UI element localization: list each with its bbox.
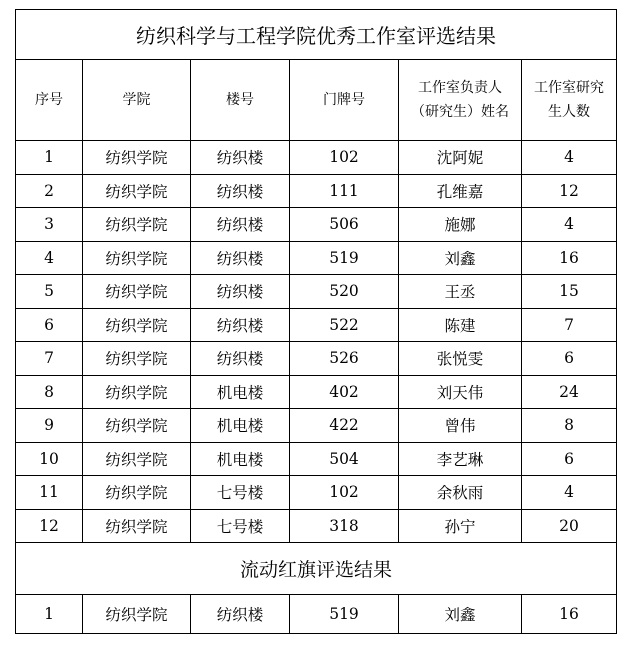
table-row — [16, 342, 617, 376]
cell-room: 102 — [290, 141, 399, 175]
cell-room: 520 — [290, 275, 399, 309]
cell-building: 七号楼 — [191, 509, 290, 543]
cell-no: 11 — [16, 476, 83, 510]
results-table — [15, 9, 617, 634]
cell-leader: 王丞 — [399, 275, 522, 309]
table-title: 纺织科学与工程学院优秀工作室评选结果 — [16, 10, 617, 60]
cell-no: 12 — [16, 509, 83, 543]
table-row — [16, 476, 617, 510]
table-row — [16, 174, 617, 208]
cell-room: 318 — [290, 509, 399, 543]
table-row — [16, 208, 617, 242]
cell-no: 1 — [16, 595, 83, 634]
cell-building: 机电楼 — [191, 409, 290, 443]
cell-count: 12 — [522, 174, 617, 208]
cell-room: 102 — [290, 476, 399, 510]
cell-college: 纺织学院 — [83, 208, 191, 242]
header-leader: 工作室负责人（研究生）姓名 — [399, 60, 522, 141]
cell-leader: 陈建 — [399, 308, 522, 342]
header-no: 序号 — [16, 60, 83, 141]
cell-count: 16 — [522, 595, 617, 634]
table-row — [16, 275, 617, 309]
cell-room: 422 — [290, 409, 399, 443]
cell-no: 1 — [16, 141, 83, 175]
cell-room: 506 — [290, 208, 399, 242]
cell-count: 4 — [522, 476, 617, 510]
cell-college: 纺织学院 — [83, 241, 191, 275]
cell-leader: 张悦雯 — [399, 342, 522, 376]
cell-leader: 施娜 — [399, 208, 522, 242]
cell-count: 16 — [522, 241, 617, 275]
header-count: 工作室研究生人数 — [522, 60, 617, 141]
cell-count: 6 — [522, 342, 617, 376]
cell-count: 4 — [522, 208, 617, 242]
cell-room: 111 — [290, 174, 399, 208]
cell-college: 纺织学院 — [83, 342, 191, 376]
header-row — [16, 60, 617, 141]
cell-college: 纺织学院 — [83, 442, 191, 476]
cell-building: 纺织楼 — [191, 208, 290, 242]
cell-college: 纺织学院 — [83, 409, 191, 443]
flag-section-title: 流动红旗评选结果 — [16, 543, 617, 595]
header-college: 学院 — [83, 60, 191, 141]
cell-college: 纺织学院 — [83, 595, 191, 634]
table-row — [16, 308, 617, 342]
cell-no: 10 — [16, 442, 83, 476]
cell-leader: 刘鑫 — [399, 241, 522, 275]
cell-count: 4 — [522, 141, 617, 175]
cell-college: 纺织学院 — [83, 174, 191, 208]
title-row — [16, 10, 617, 60]
cell-building: 纺织楼 — [191, 141, 290, 175]
cell-leader: 余秋雨 — [399, 476, 522, 510]
flag-table-row — [16, 595, 617, 634]
cell-room: 522 — [290, 308, 399, 342]
section-title-row — [16, 543, 617, 595]
cell-no: 9 — [16, 409, 83, 443]
cell-no: 7 — [16, 342, 83, 376]
cell-leader: 孔维嘉 — [399, 174, 522, 208]
cell-leader: 刘鑫 — [399, 595, 522, 634]
cell-no: 4 — [16, 241, 83, 275]
cell-leader: 孙宁 — [399, 509, 522, 543]
cell-no: 2 — [16, 174, 83, 208]
header-room: 门牌号 — [290, 60, 399, 141]
cell-college: 纺织学院 — [83, 375, 191, 409]
cell-building: 机电楼 — [191, 375, 290, 409]
cell-count: 6 — [522, 442, 617, 476]
cell-building: 纺织楼 — [191, 342, 290, 376]
cell-room: 504 — [290, 442, 399, 476]
cell-count: 7 — [522, 308, 617, 342]
table-row — [16, 509, 617, 543]
cell-count: 8 — [522, 409, 617, 443]
cell-leader: 李艺琳 — [399, 442, 522, 476]
cell-no: 5 — [16, 275, 83, 309]
cell-building: 纺织楼 — [191, 174, 290, 208]
cell-room: 526 — [290, 342, 399, 376]
cell-building: 纺织楼 — [191, 308, 290, 342]
cell-building: 纺织楼 — [191, 595, 290, 634]
table-row — [16, 241, 617, 275]
table-row — [16, 442, 617, 476]
cell-count: 20 — [522, 509, 617, 543]
cell-college: 纺织学院 — [83, 275, 191, 309]
cell-room: 402 — [290, 375, 399, 409]
cell-building: 七号楼 — [191, 476, 290, 510]
cell-college: 纺织学院 — [83, 141, 191, 175]
cell-no: 6 — [16, 308, 83, 342]
cell-building: 纺织楼 — [191, 275, 290, 309]
header-building: 楼号 — [191, 60, 290, 141]
table-row — [16, 141, 617, 175]
cell-count: 24 — [522, 375, 617, 409]
cell-college: 纺织学院 — [83, 509, 191, 543]
cell-college: 纺织学院 — [83, 476, 191, 510]
cell-leader: 曾伟 — [399, 409, 522, 443]
cell-building: 纺织楼 — [191, 241, 290, 275]
cell-room: 519 — [290, 595, 399, 634]
cell-leader: 刘天伟 — [399, 375, 522, 409]
cell-no: 3 — [16, 208, 83, 242]
cell-count: 15 — [522, 275, 617, 309]
table-row — [16, 375, 617, 409]
cell-building: 机电楼 — [191, 442, 290, 476]
cell-no: 8 — [16, 375, 83, 409]
cell-leader: 沈阿妮 — [399, 141, 522, 175]
cell-room: 519 — [290, 241, 399, 275]
results-table-body — [16, 10, 617, 634]
table-row — [16, 409, 617, 443]
cell-college: 纺织学院 — [83, 308, 191, 342]
